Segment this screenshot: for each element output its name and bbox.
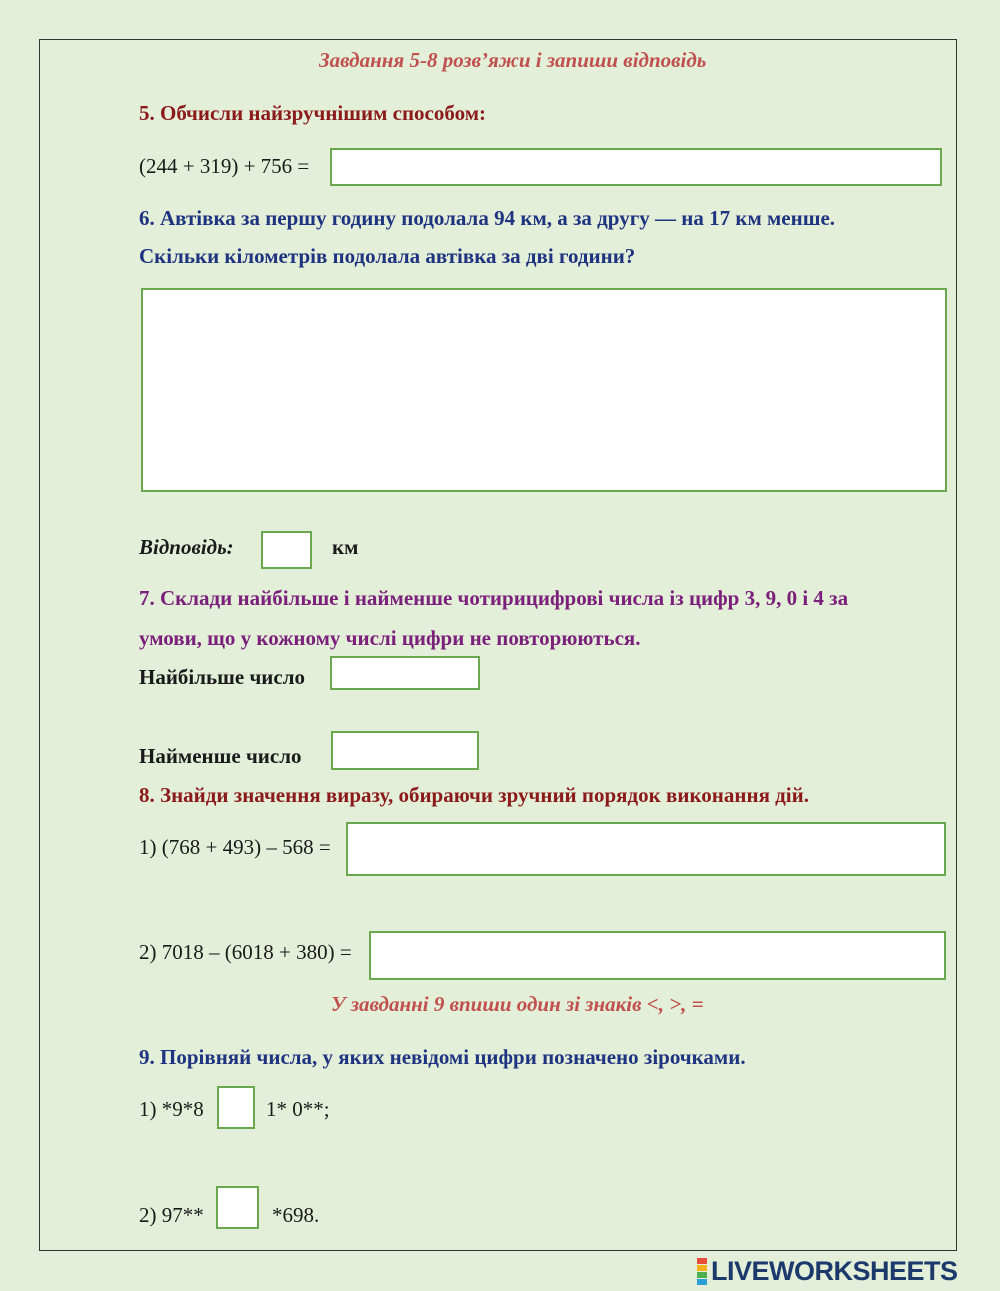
task6-unit: км bbox=[332, 535, 359, 559]
task8-title: 8. Знайди значення виразу, обираючи зручний порядок виконання дій. bbox=[139, 783, 809, 807]
task9-compare1-input[interactable] bbox=[217, 1086, 255, 1129]
logo-block-red bbox=[697, 1258, 707, 1264]
task5-title: 5. Обчисли найзручнішим способом: bbox=[139, 101, 486, 125]
logo-mark-icon bbox=[697, 1258, 707, 1285]
task6-answer-input[interactable] bbox=[261, 531, 312, 569]
logo-text: LIVEWORKSHEETS bbox=[711, 1255, 958, 1286]
task6-answer-label: Відповідь: bbox=[139, 535, 234, 559]
task9-compare1-left: 1) *9*8 bbox=[139, 1097, 204, 1121]
task7-line1: 7. Склади найбільше і найменше чотирицифрові числа із цифр 3, 9, 0 і 4 за bbox=[139, 586, 849, 610]
task8-expression-1: 1) (768 + 493) – 568 = bbox=[139, 835, 331, 859]
task6-solution-area[interactable] bbox=[141, 288, 947, 492]
task9-instruction: У завданні 9 впиши один зі знаків <, >, = bbox=[331, 992, 704, 1016]
task9-compare1-right: 1* 0**; bbox=[266, 1097, 330, 1121]
liveworksheets-logo bbox=[697, 1256, 958, 1286]
task7-smallest-label: Найменше число bbox=[139, 744, 302, 768]
task7-largest-input[interactable] bbox=[330, 656, 480, 690]
worksheet-header: Завдання 5-8 розв’яжи і запиши відповідь bbox=[319, 48, 707, 72]
task8-answer-input-1[interactable] bbox=[346, 822, 946, 876]
task6-line2: Скільки кілометрів подолала автівка за дві години? bbox=[139, 244, 636, 268]
task8-expression-2: 2) 7018 – (6018 + 380) = bbox=[139, 940, 352, 964]
task9-compare2-right: *698. bbox=[272, 1203, 320, 1227]
task7-smallest-input[interactable] bbox=[331, 731, 479, 770]
task7-largest-label: Найбільше число bbox=[139, 665, 306, 689]
task8-answer-input-2[interactable] bbox=[369, 931, 946, 980]
logo-block-yellow bbox=[697, 1265, 707, 1271]
task9-compare2-left: 2) 97** bbox=[139, 1203, 204, 1227]
task5-answer-input[interactable] bbox=[330, 148, 942, 186]
task9-title: 9. Порівняй числа, у яких невідомі цифри позначено зірочками. bbox=[139, 1045, 746, 1069]
task6-line1: 6. Автівка за першу годину подолала 94 км, а за другу — на 17 км менше. bbox=[139, 206, 836, 230]
task9-compare2-input[interactable] bbox=[216, 1186, 259, 1229]
logo-block-green bbox=[697, 1272, 707, 1278]
task5-expression: (244 + 319) + 756 = bbox=[139, 154, 310, 178]
task7-line2: умови, що у кожному числі цифри не повторюються. bbox=[139, 626, 641, 650]
logo-block-blue bbox=[697, 1279, 707, 1285]
